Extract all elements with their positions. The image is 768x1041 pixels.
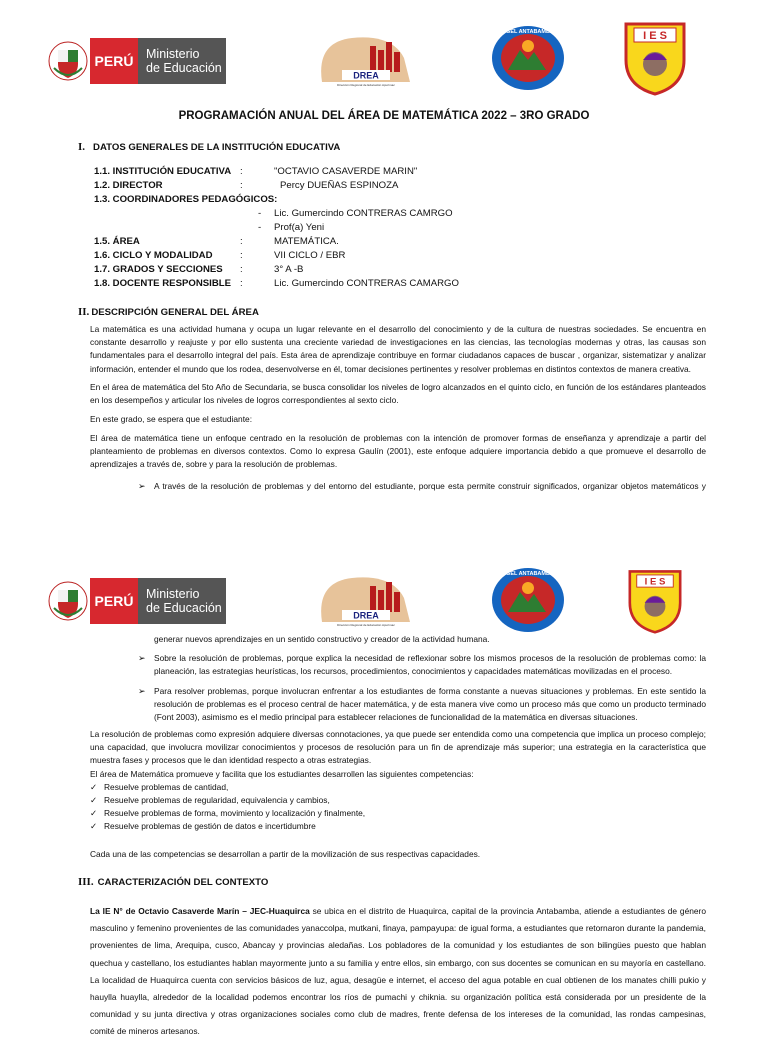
minedu-logo xyxy=(48,576,228,626)
row-label: 1.2. DIRECTOR xyxy=(94,180,163,191)
peru-label: PERÚ xyxy=(90,578,138,624)
drea-subtitle: Dirección Regional de Educación Apurímac xyxy=(337,623,395,627)
row-label: 1.8. DOCENTE RESPONSIBLE xyxy=(94,278,232,289)
ugel-logo xyxy=(490,566,566,634)
competency-text: Resuelve problemas de cantidad, xyxy=(104,782,229,792)
bullet-text-continued: generar nuevos aprendizajes en un sentido constructivo y creador de la actividad humana. xyxy=(154,634,490,644)
context-lead: La IE N° de Octavio Casaverde Marín – JEC-Huaquirca xyxy=(90,906,310,916)
coordinator-item xyxy=(258,208,453,219)
page-break xyxy=(0,548,768,560)
row-label: 1.3. COORDINADORES PEDAGÓGICOS: xyxy=(94,194,278,205)
section-1-title: DATOS GENERALES DE LA INSTITUCIÓN EDUCATIVA xyxy=(93,142,341,153)
drea-logo xyxy=(318,572,414,630)
row-label: 1.7. GRADOS Y SECCIONES xyxy=(94,264,223,275)
ministry-line-2: de Educación xyxy=(146,61,222,75)
ministry-label xyxy=(138,38,226,84)
row-value: 3° A -B xyxy=(274,264,304,275)
peru-coat-of-arms-icon xyxy=(48,578,88,624)
drea-logo xyxy=(318,32,414,90)
row-value: Lic. Gumercindo CONTRERAS CAMARGO xyxy=(274,278,459,289)
competency-text: Resuelve problemas de gestión de datos e incertidumbre xyxy=(104,821,316,831)
check-icon: ✓ xyxy=(90,821,98,831)
row-value: MATEMÁTICA. xyxy=(274,236,339,247)
page-2 xyxy=(0,560,768,1037)
paragraph: El área de matemática tiene un enfoque centrado en la resolución de problemas con la intención de promover formas de enseñanza y aprendizaje a partir del planteamiento de problemas en diversos contextos. Como lo expresa Gaulín (2001), este enfoque adquiere importancia debido a que promueve el desarrollo de aprendizajes a través de, sobre y para la resolución de problemas. xyxy=(90,433,706,470)
paragraph: La matemática es una actividad humana y ocupa un lugar relevante en el desarrollo del conocimiento y de la cultura de nuestras sociedades. Se encuentra en constante desarrollo y reajuste y por ello sustenta una creciente variedad de investigaciones en las ciencias, las tecnologías modernas y otras, las causas son fundamentales para el desarrollo integral del país. Esta área de aprendizaje contribuye en formar ciudadanos capaces de buscar , organizar, sistematizar y analizar información, entender el mundo que los rodea, desenvolverse en él, tomar decisiones pertinentes y resolver problemas en distintos contextos de manera creativa. xyxy=(90,324,706,374)
section-2-heading xyxy=(78,306,259,318)
arrow-bullet-icon: ➢ xyxy=(138,686,146,696)
row-label: 1.1. INSTITUCIÓN EDUCATIVA xyxy=(94,166,232,177)
arrow-bullet-icon: ➢ xyxy=(138,481,146,491)
competency-item xyxy=(90,820,316,833)
ies-text: I E S xyxy=(644,576,666,588)
ministry-line-2: de Educación xyxy=(146,601,222,615)
row-label: 1.5. ÁREA xyxy=(94,236,140,247)
arrow-bullet-icon: ➢ xyxy=(138,653,146,663)
bullet-text: Sobre la resolución de problemas, porque explica la necesidad de reflexionar sobre los mismos procesos de la resolución de problemas como: la planeación, las estrategias heurísticas, los recursos, procedimientos, conocimientos y capacidades matemáticas movilizadas en el proceso. xyxy=(154,653,706,677)
minedu-logo xyxy=(48,36,228,86)
section-2-title: DESCRIPCIÓN GENERAL DEL ÁREA xyxy=(91,307,259,318)
ies-logo xyxy=(622,568,688,634)
coordinator-name: Prof(a) Yeni xyxy=(274,222,325,233)
competency-item xyxy=(90,807,365,820)
ugel-text: UGEL ANTABAMBA xyxy=(502,571,554,577)
page-header xyxy=(0,0,768,95)
drea-subtitle: Dirección Regional de Educación Apurímac xyxy=(337,83,395,87)
row-colon: : xyxy=(240,264,243,275)
row-value: Percy DUEÑAS ESPINOZA xyxy=(280,180,399,191)
row-label: 1.6. CICLO Y MODALIDAD xyxy=(94,250,213,261)
check-icon: ✓ xyxy=(90,808,98,818)
ies-logo xyxy=(622,20,688,96)
competency-item xyxy=(90,794,330,807)
row-colon: : xyxy=(240,278,243,289)
peru-label: PERÚ xyxy=(90,38,138,84)
ministry-line-1: Ministerio xyxy=(146,47,200,61)
row-colon: : xyxy=(240,180,243,191)
competency-text: Resuelve problemas de regularidad, equivalencia y cambios, xyxy=(104,795,330,805)
context-paragraph xyxy=(90,903,706,1041)
context-body: se ubica en el distrito de Huaquirca, capital de la provincia Antabamba, atiende a estudiantes de género masculino y femenino provenientes de las comunidades yanaccolpa, mutkani, finaya, pampayupa: de igual forma, a estudiantes que retornaron durante la pandemia, provenientes de lima, Arequipa, cusco, Abancay y provincias aledañas. Los pobladores de la comunidad y los estudiantes de son bilingües puesto que hablan quechua y castellano, los estudiantes hablan mayormente junto a su familia y entre ellos, sin embargo, con sus docentes se comunican en su mayoría en castellano. La localidad de Huaquirca cuenta con servicios básicos de luz, agua, desagüe e internet, el acceso del agua potable en cual obtienen de los manates chilli pukio y hauylla huaylla, alrededor de la localidad podemos encontrar los ríos de pumachi y chiknia. su organización política está considerada por un presidente de la comunidad y su junta directiva y otras organizaciones sociales como club de madres, frente defensa de los intereses de la comunidad, las rondas campesinas, comité de mineros artesanos. xyxy=(90,906,706,1037)
bullet-text: A través de la resolución de problemas y del entorno del estudiante, porque esta permite construir significados, organizar objetos matemáticos y xyxy=(154,481,706,491)
section-1-heading xyxy=(78,141,340,153)
paragraph: El área de Matemática promueve y facilita que los estudiantes desarrollen las siguientes competencias: xyxy=(90,769,474,779)
section-2-number: II. xyxy=(78,306,90,318)
section-3-heading xyxy=(78,876,268,888)
check-icon: ✓ xyxy=(90,795,98,805)
page-header xyxy=(0,560,768,636)
bullet-text: Para resolver problemas, porque involucran enfrentar a los estudiantes de forma constante a nuevas situaciones y problemas. En este sentido la resolución de problemas es el proceso central de hacer matemática, y de esta manera vive como un proceso más que como un producto terminado (Font 2003), asimismo es el medio principal para establecer relaciones de funcionalidad de la matemática en diversas situaciones. xyxy=(154,686,706,723)
ministry-line-1: Ministerio xyxy=(146,587,200,601)
section-3-title: CARACTERIZACIÓN DEL CONTEXTO xyxy=(97,877,269,888)
paragraph: La resolución de problemas como expresión adquiere diversas connotaciones, ya que puede ser entendida como una competencia que implica un proceso complejo; una capacidad, que involucra movilizar conocimientos y procesos de resolución para un fin de aprendizaje más superior; una estrategia en la característica que muestra fases y procesos que le dan identidad respecto a otras estrategias. xyxy=(90,729,706,766)
document-title: PROGRAMACIÓN ANUAL DEL ÁREA DE MATEMÁTICA 2022 – 3RO GRADO xyxy=(178,110,590,122)
coordinator-item xyxy=(258,222,325,233)
competency-item xyxy=(90,781,228,794)
row-colon: : xyxy=(240,250,243,261)
coordinator-dash: - xyxy=(258,222,262,233)
paragraph: En este grado, se espera que el estudiante: xyxy=(90,414,253,424)
peru-coat-of-arms-icon xyxy=(48,38,88,84)
coordinator-dash: - xyxy=(258,208,262,219)
ies-text: I E S xyxy=(643,30,667,42)
check-icon: ✓ xyxy=(90,782,98,792)
competency-text: Resuelve problemas de forma, movimiento y localización y finalmente, xyxy=(104,808,366,818)
drea-text: DREA xyxy=(353,610,379,621)
section-1-number: I. xyxy=(78,141,86,153)
ugel-logo xyxy=(490,24,566,92)
section-3-number: III. xyxy=(78,876,94,888)
coordinator-name: Lic. Gumercindo CONTRERAS CAMRGO xyxy=(274,208,453,219)
row-colon: : xyxy=(240,236,243,247)
ugel-text: UGEL ANTABAMBA xyxy=(502,29,554,35)
paragraph: Cada una de las competencias se desarrollan a partir de la movilización de sus respectivas capacidades. xyxy=(90,849,481,859)
row-colon: : xyxy=(240,166,243,177)
ministry-label xyxy=(138,578,226,624)
row-value: "OCTAVIO CASAVERDE MARIN" xyxy=(274,166,418,177)
row-value: VII CICLO / EBR xyxy=(274,250,346,261)
paragraph: En el área de matemática del 5to Año de Secundaria, se busca consolidar los niveles de logro alcanzados en el quinto ciclo, en función de los estándares planteados en los desempeños y articular los niveles de logros correspondientes al sexto ciclo. xyxy=(90,382,706,406)
drea-text: DREA xyxy=(353,70,379,81)
